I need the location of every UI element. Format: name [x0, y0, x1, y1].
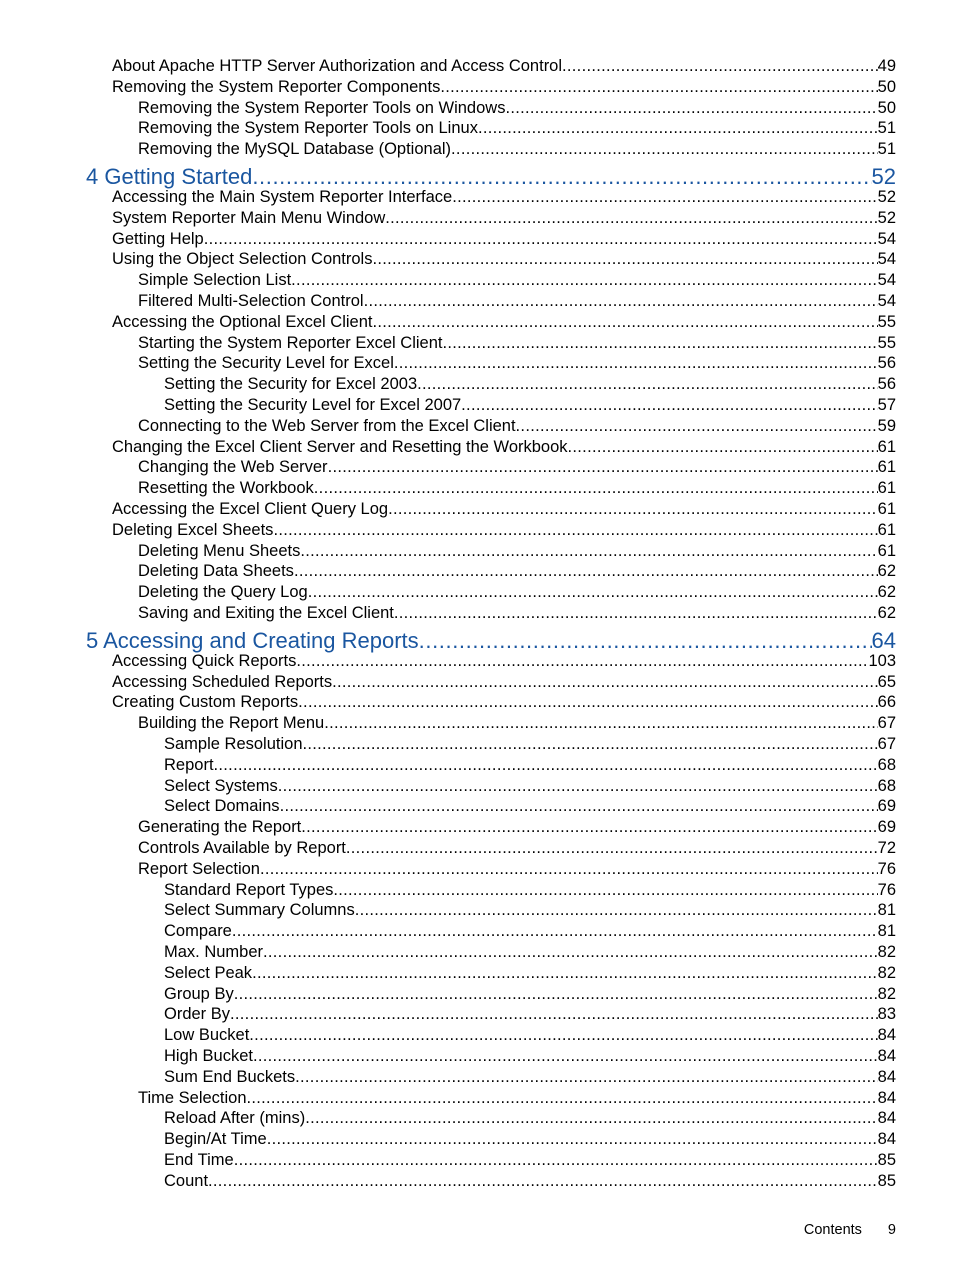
toc-leader-dots: [385, 208, 877, 229]
toc-entry-page: 62: [877, 562, 896, 581]
toc-entry[interactable]: [164, 1067, 896, 1088]
toc-entry-page: 61: [877, 541, 896, 560]
toc-entry[interactable]: [112, 692, 896, 713]
toc-entry[interactable]: [164, 1046, 896, 1067]
toc-entry-page: 52: [877, 188, 896, 206]
toc-entry[interactable]: [164, 796, 896, 817]
toc-entry-title: Max. Number: [164, 943, 264, 961]
toc-leader-dots: [204, 229, 878, 250]
toc-entry-page: 67: [877, 714, 896, 733]
toc-entry-title: Connecting to the Web Server from the Excel Client: [138, 416, 516, 435]
toc-entry-title: Accessing Quick Reports: [112, 651, 297, 670]
toc-entry[interactable]: [138, 416, 896, 437]
toc-entry-title: Filtered Multi-Selection Control: [138, 292, 364, 310]
toc-entry-title: Time Selection: [138, 1088, 247, 1107]
toc-entry[interactable]: [138, 291, 896, 312]
toc-leader-dots: [478, 118, 878, 139]
toc-leader-dots: [263, 942, 878, 963]
toc-entry-page: 52: [871, 164, 896, 189]
toc-entry-page: 103: [868, 651, 896, 670]
toc-entry[interactable]: [112, 229, 896, 250]
toc-entry[interactable]: [164, 900, 896, 921]
toc-entry-title: Starting the System Reporter Excel Client: [138, 333, 443, 352]
toc-entry-page: 54: [877, 229, 896, 248]
toc-entry-title: Setting the Security Level for Excel: [138, 354, 394, 373]
toc-entry[interactable]: [138, 98, 896, 119]
toc-entry-page: 61: [877, 479, 896, 498]
toc-entry-title: Removing the System Reporter Components: [112, 77, 441, 96]
toc-leader-dots: [388, 499, 878, 520]
toc-entry-page: 85: [877, 1171, 896, 1190]
toc-entry-title: End Time: [164, 1151, 234, 1169]
toc-entry[interactable]: [112, 187, 896, 208]
toc-entry-page: 66: [877, 693, 896, 712]
toc-entry-page: 67: [877, 735, 896, 753]
toc-entry-page: 69: [877, 797, 896, 816]
toc-entry-title: Reload After (mins): [164, 1109, 306, 1128]
toc-leader-dots: [452, 187, 877, 208]
toc-entry-title: Select Peak: [164, 963, 253, 982]
toc-leader-dots: [232, 921, 878, 942]
toc-entry[interactable]: [138, 541, 896, 562]
toc-entry[interactable]: [138, 118, 896, 139]
toc-entry[interactable]: [138, 859, 896, 880]
toc-leader-dots: [364, 291, 878, 312]
toc-leader-dots: [442, 333, 877, 354]
toc-entry[interactable]: [138, 582, 896, 603]
toc-entry-page: 82: [877, 963, 896, 982]
toc-entry-page: 51: [877, 140, 896, 159]
toc-entry[interactable]: [164, 395, 896, 416]
toc-leader-dots: [372, 312, 877, 333]
toc-entry[interactable]: [138, 353, 896, 374]
toc-entry-page: 49: [877, 57, 896, 75]
toc-entry-page: 61: [877, 500, 896, 518]
toc-entry[interactable]: [112, 208, 896, 229]
toc-entry-title: Setting the Security for Excel 2003: [164, 375, 418, 394]
toc-entry[interactable]: [138, 817, 896, 838]
toc-entry[interactable]: [164, 1025, 896, 1046]
toc-entry[interactable]: [164, 1129, 896, 1150]
toc-entry-title: Compare: [164, 922, 232, 941]
toc-entry[interactable]: [164, 776, 896, 797]
toc-entry[interactable]: [138, 713, 896, 734]
toc-leader-dots: [267, 1129, 878, 1150]
toc-entry[interactable]: [112, 672, 896, 693]
toc-entry-title: Accessing the Excel Client Query Log: [112, 500, 389, 518]
toc-leader-dots: [308, 582, 878, 603]
toc-leader-dots: [355, 900, 878, 921]
toc-entry-page: 68: [877, 755, 896, 774]
toc-entry[interactable]: [112, 56, 896, 77]
toc-entry[interactable]: [138, 838, 896, 859]
toc-entry-title: High Bucket: [164, 1047, 253, 1065]
toc-entry-page: 56: [877, 354, 896, 373]
toc-leader-dots: [208, 1171, 878, 1192]
page-footer: [804, 1222, 896, 1238]
toc-leader-dots: [394, 353, 878, 374]
toc-entry-page: 82: [877, 943, 896, 961]
toc-entry[interactable]: [138, 603, 896, 624]
toc-entry-title: Removing the System Reporter Tools on Windows: [138, 98, 506, 117]
toc-leader-dots: [260, 859, 878, 880]
toc-entry-title: Accessing the Optional Excel Client: [112, 312, 373, 331]
toc-entry-title: Select Summary Columns: [164, 901, 355, 920]
toc-leader-dots: [273, 520, 877, 541]
toc-entry-page: 54: [877, 250, 896, 269]
toc-entry-page: 84: [877, 1130, 896, 1149]
toc-entry-page: 64: [871, 627, 896, 653]
toc-leader-dots: [298, 692, 877, 713]
toc-leader-dots: [440, 77, 877, 98]
toc-leader-dots: [394, 603, 878, 624]
toc-entry-page: 69: [877, 818, 896, 837]
toc-entry-page: 83: [877, 1005, 896, 1024]
toc-entry-page: 61: [877, 437, 896, 456]
toc-entry-title: Generating the Report: [138, 818, 302, 837]
toc-entry[interactable]: [164, 755, 896, 776]
toc-entry-page: 72: [877, 839, 896, 857]
toc-leader-dots: [247, 1088, 878, 1109]
toc-entry-title: Controls Available by Report: [138, 839, 346, 857]
toc-entry-page: 81: [877, 901, 896, 920]
toc-entry-page: 84: [877, 1088, 896, 1107]
toc-leader-dots: [333, 880, 877, 901]
toc-entry[interactable]: [112, 499, 896, 520]
toc-entry-title: Creating Custom Reports: [112, 693, 299, 712]
toc-entry-title: Removing the MySQL Database (Optional): [138, 140, 452, 159]
toc-entry[interactable]: [164, 963, 896, 984]
toc-leader-dots: [346, 838, 878, 859]
toc-entry-page: 84: [877, 1047, 896, 1065]
toc-leader-dots: [324, 713, 877, 734]
toc-entry-title: Removing the System Reporter Tools on Linux: [138, 119, 478, 138]
footer-page-number: 9: [887, 1222, 896, 1238]
toc-entry-page: 55: [877, 312, 896, 331]
toc-entry-page: 50: [877, 98, 896, 117]
toc-entry-title: Getting Help: [112, 229, 204, 248]
toc-leader-dots: [214, 755, 878, 776]
toc-entry-title: Changing the Excel Client Server and Resetting the Workbook: [112, 437, 568, 456]
toc-entry[interactable]: [164, 1171, 896, 1192]
toc-entry-page: 65: [877, 672, 896, 691]
toc-leader-dots: [505, 98, 877, 119]
toc-leader-dots: [314, 478, 878, 499]
toc-entry[interactable]: [112, 77, 896, 98]
toc-entry[interactable]: [164, 1004, 896, 1025]
toc-leader-dots: [372, 249, 877, 270]
toc-entry-title: Group By: [164, 984, 234, 1003]
toc-entry-title: Order By: [164, 1005, 231, 1024]
toc-entry[interactable]: [112, 651, 896, 672]
toc-leader-dots: [291, 270, 877, 291]
toc-entry[interactable]: [112, 437, 896, 458]
toc-entry-page: 57: [877, 396, 896, 414]
toc-leader-dots: [253, 1046, 878, 1067]
toc-entry-page: 51: [877, 119, 896, 138]
toc-leader-dots: [451, 139, 878, 160]
toc-entry-page: 50: [877, 77, 896, 96]
toc-leader-dots: [303, 734, 878, 755]
toc-entry-title: 4 Getting Started: [86, 164, 253, 189]
toc-entry[interactable]: [164, 374, 896, 395]
toc-entry[interactable]: [138, 139, 896, 160]
toc-entry-page: 84: [877, 1026, 896, 1045]
toc-entry-title: Report: [164, 755, 214, 774]
toc-entry[interactable]: [112, 312, 896, 333]
toc-entry-title: Accessing the Main System Reporter Interface: [112, 188, 453, 206]
toc-entry[interactable]: [164, 984, 896, 1005]
toc-leader-dots: [300, 541, 877, 562]
toc-entry-title: Resetting the Workbook: [138, 479, 314, 498]
toc-leader-dots: [249, 1025, 877, 1046]
toc-entry-page: 84: [877, 1109, 896, 1128]
toc-entry-page: 62: [877, 583, 896, 602]
toc-entry-title: Deleting Menu Sheets: [138, 541, 301, 560]
toc-leader-dots: [234, 1150, 878, 1171]
toc-entry-title: Sample Resolution: [164, 735, 303, 753]
toc-entry-title: Count: [164, 1171, 209, 1190]
toc-entry-page: 76: [877, 859, 896, 878]
toc-leader-dots: [252, 963, 878, 984]
toc-entry-title: Deleting Excel Sheets: [112, 520, 274, 539]
toc-entry-page: 54: [877, 292, 896, 310]
toc-leader-dots: [568, 437, 878, 458]
toc-entry-title: 5 Accessing and Creating Reports: [86, 627, 419, 653]
toc-entry-title: Select Domains: [164, 797, 280, 816]
toc-entry-title: Deleting the Query Log: [138, 583, 308, 602]
toc-entry[interactable]: [138, 270, 896, 291]
toc-entry[interactable]: [138, 457, 896, 478]
toc-leader-dots: [230, 1004, 878, 1025]
toc-leader-dots: [234, 984, 878, 1005]
toc-entry-title: About Apache HTTP Server Authorization and Access Control: [112, 57, 563, 75]
toc-entry-page: 68: [877, 776, 896, 795]
toc-entry-page: 62: [877, 604, 896, 622]
toc-entry-title: System Reporter Main Menu Window: [112, 208, 386, 227]
toc-entry-title: Low Bucket: [164, 1026, 250, 1045]
toc-entry[interactable]: [164, 880, 896, 901]
toc-entry[interactable]: [138, 478, 896, 499]
toc-entry-title: Begin/At Time: [164, 1130, 267, 1149]
toc-entry-page: 52: [877, 208, 896, 227]
toc-entry-title: Simple Selection List: [138, 271, 292, 290]
toc-entry[interactable]: [112, 520, 896, 541]
toc-entry-title: Deleting Data Sheets: [138, 562, 294, 581]
toc-entry[interactable]: [164, 942, 896, 963]
toc-entry[interactable]: [138, 561, 896, 582]
toc-entry[interactable]: [164, 734, 896, 755]
toc-entry[interactable]: [164, 1108, 896, 1129]
toc-leader-dots: [562, 56, 878, 77]
toc-entry-title: Building the Report Menu: [138, 714, 325, 733]
toc-leader-dots: [295, 1067, 877, 1088]
toc-entry-page: 56: [877, 375, 896, 394]
toc-entry-page: 76: [877, 880, 896, 899]
toc-leader-dots: [516, 416, 878, 437]
toc-entry-title: Setting the Security Level for Excel 2007: [164, 396, 462, 414]
toc-entry-title: Saving and Exiting the Excel Client: [138, 604, 394, 622]
toc-entry-title: Standard Report Types: [164, 880, 334, 899]
toc-leader-dots: [278, 776, 878, 797]
toc-leader-dots: [294, 561, 878, 582]
toc-entry[interactable]: [164, 1150, 896, 1171]
toc-entry-title: Report Selection: [138, 859, 260, 878]
toc-entry-title: Using the Object Selection Controls: [112, 250, 373, 269]
toc-entry-page: 84: [877, 1067, 896, 1086]
toc-entry-page: 85: [877, 1151, 896, 1169]
toc-entry[interactable]: [112, 249, 896, 270]
toc-leader-dots: [332, 672, 878, 693]
toc-entry-title: Select Systems: [164, 776, 278, 795]
toc-entry-page: 54: [877, 271, 896, 290]
toc-leader-dots: [301, 817, 877, 838]
toc-entry[interactable]: [138, 333, 896, 354]
toc-entry-title: Sum End Buckets: [164, 1067, 296, 1086]
toc-entry-page: 81: [877, 922, 896, 941]
toc-entry-page: 59: [877, 416, 896, 435]
toc-entry-page: 61: [877, 520, 896, 539]
toc-entry-title: Accessing Scheduled Reports: [112, 672, 333, 691]
toc-leader-dots: [280, 796, 878, 817]
footer-label: Contents: [803, 1222, 862, 1238]
toc-entry-page: 82: [877, 984, 896, 1003]
toc-leader-dots: [296, 651, 868, 672]
toc-leader-dots: [305, 1108, 877, 1129]
toc-entry-page: 61: [877, 458, 896, 477]
toc-leader-dots: [417, 374, 878, 395]
toc-entry[interactable]: [164, 921, 896, 942]
toc-entry-page: 55: [877, 333, 896, 352]
toc-leader-dots: [328, 457, 878, 478]
toc-entry-title: Changing the Web Server: [138, 458, 328, 477]
toc-entry[interactable]: [138, 1088, 896, 1109]
toc-leader-dots: [461, 395, 877, 416]
